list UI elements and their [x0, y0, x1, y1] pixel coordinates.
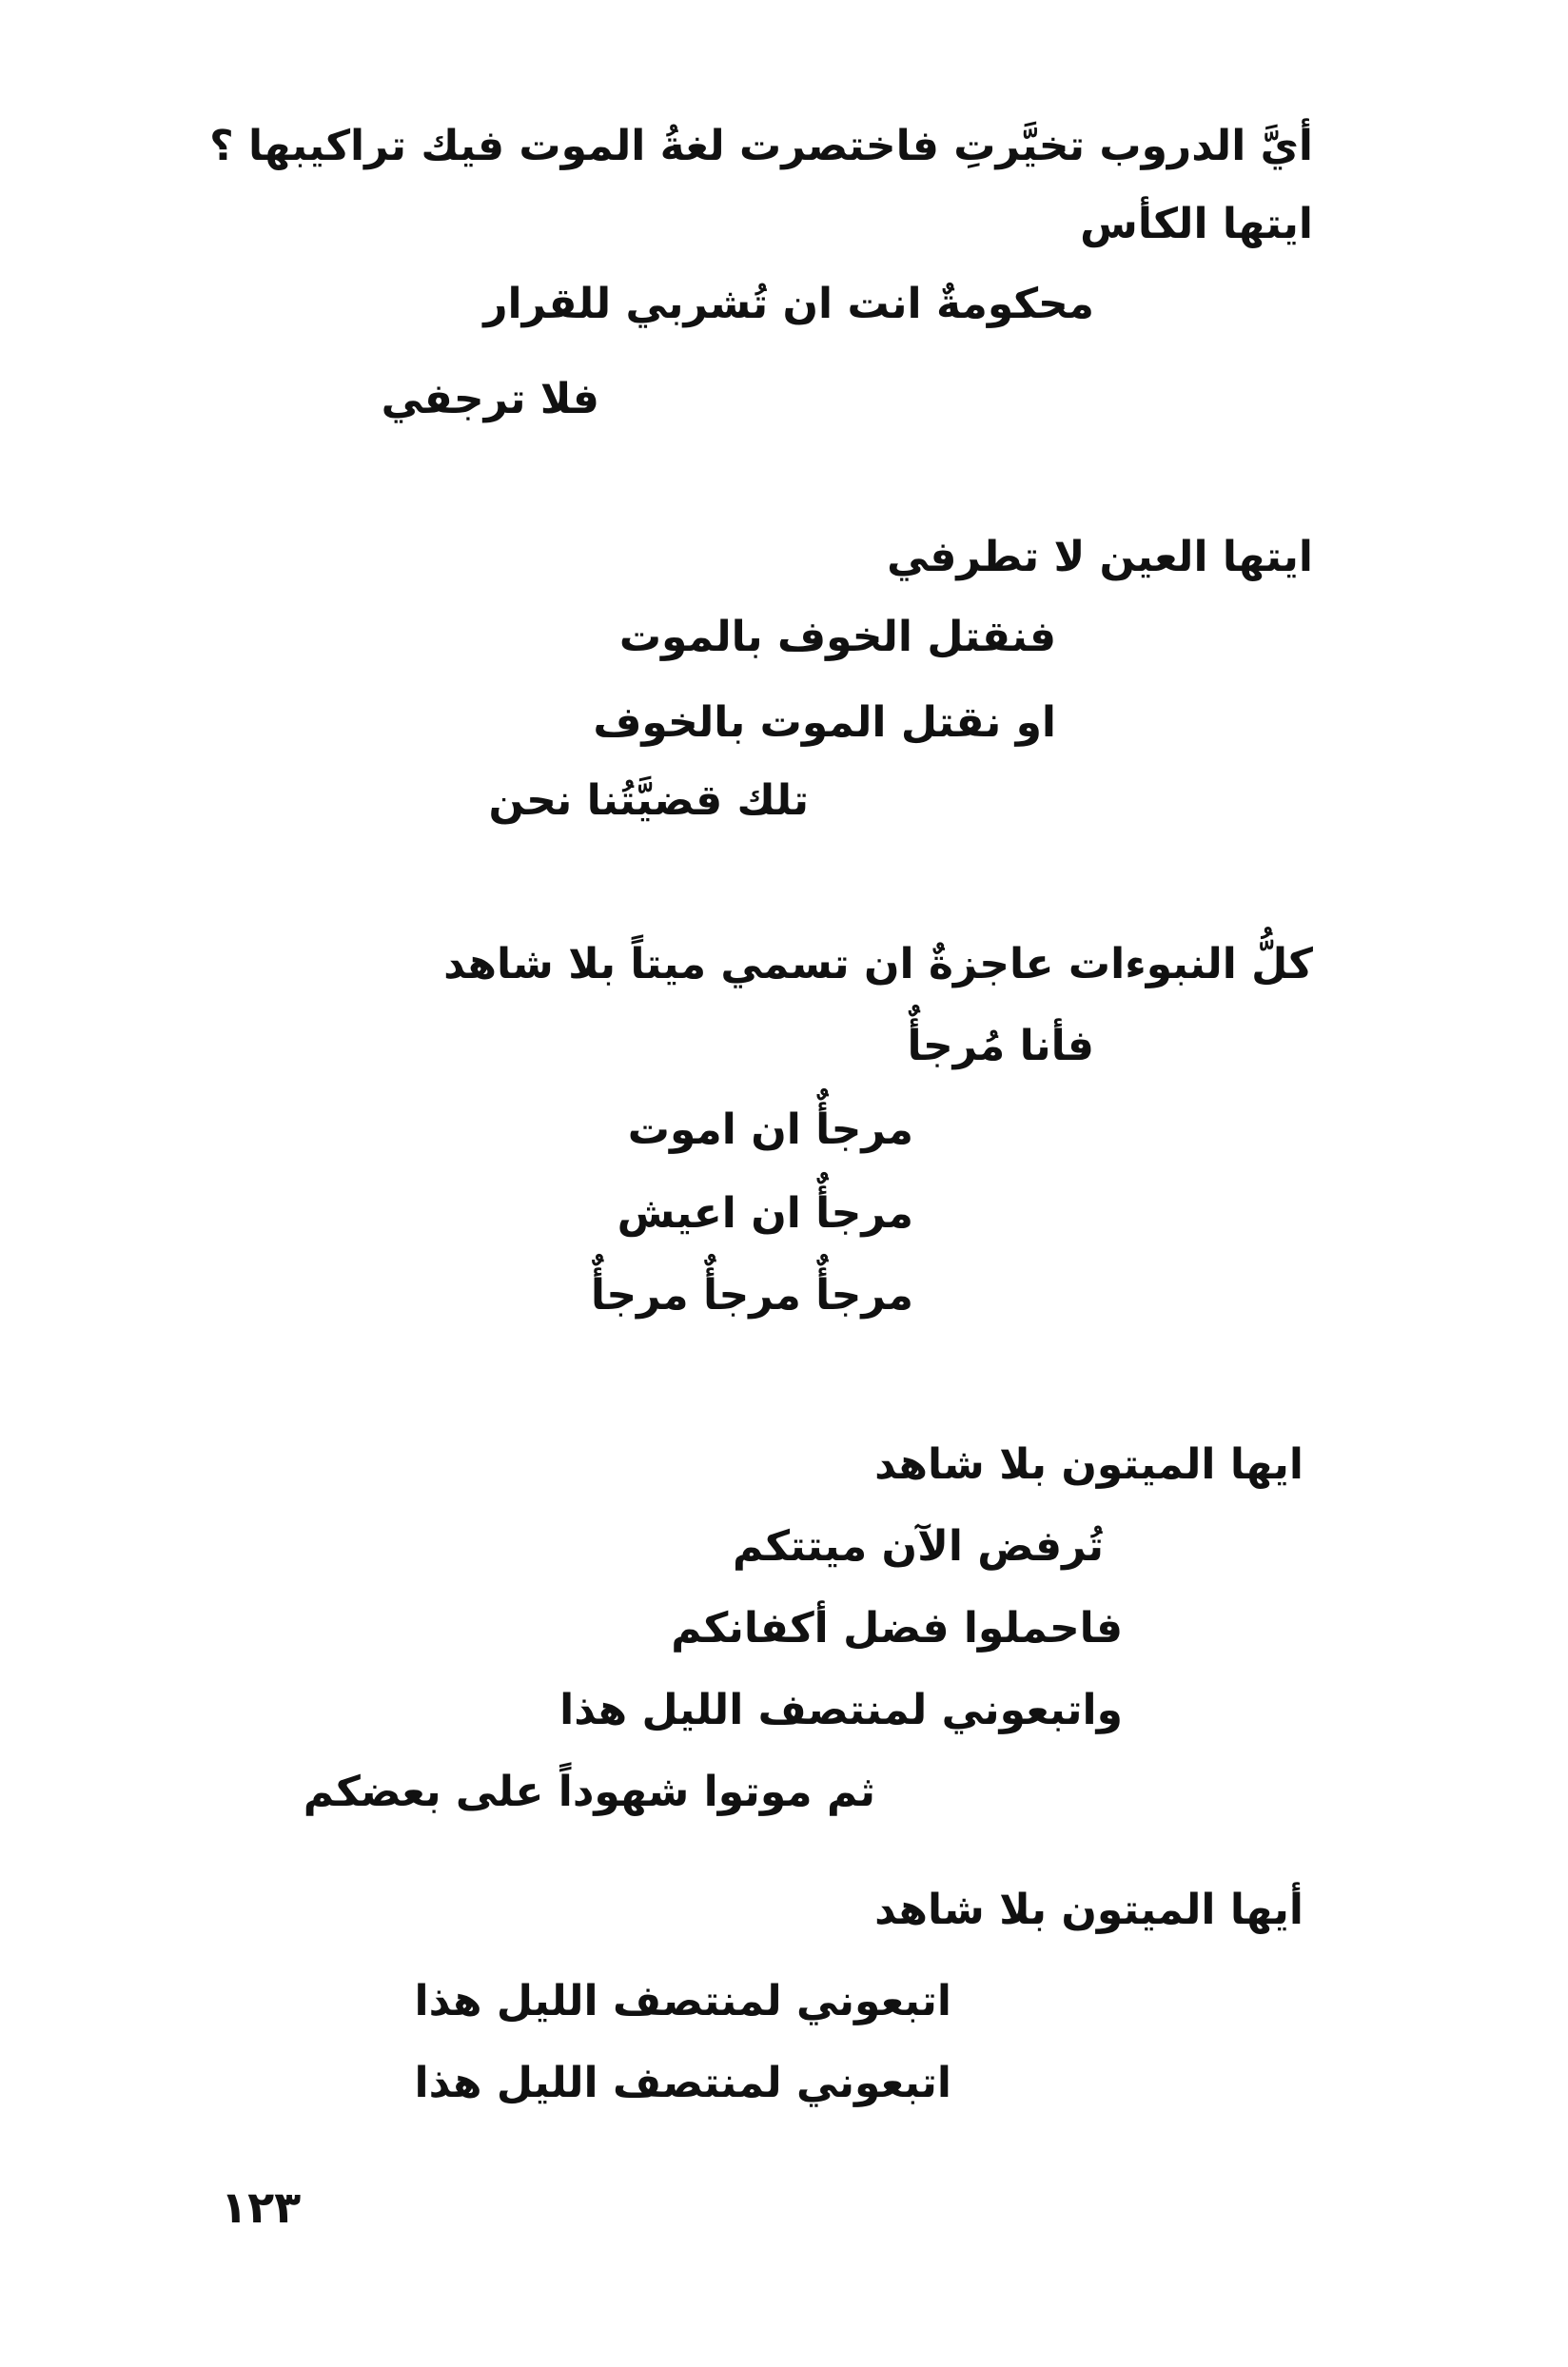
poem-line-14: ايها الميتون بلا شاهد [874, 1440, 1303, 1489]
poem-line-13: مرجأٌ مرجأٌ مرجأٌ [590, 1271, 913, 1320]
poem-line-21: اتبعوني لمنتصف الليل هذا [414, 2059, 951, 2107]
poem-line-15: تُرفض الآن ميتتكم [733, 1522, 1104, 1571]
poem-line-9: كلُّ النبوءات عاجزةٌ ان تسمي ميتاً بلا شاهد [443, 940, 1313, 988]
poem-line-1: أيَّ الدروب تخيَّرتِ فاختصرت لغةُ الموت فيك تراكيبها ؟ [209, 122, 1313, 170]
page-number: ١٢٣ [221, 2181, 302, 2233]
poem-line-7: او نقتل الموت بالخوف [593, 698, 1056, 747]
poem-line-10: فأنا مُرجأٌ [907, 1022, 1094, 1070]
poem-line-5: ايتها العين لا تطرفي [887, 533, 1313, 581]
poem-line-12: مرجأٌ ان اعيش [617, 1189, 913, 1238]
poem-line-16: فاحملوا فضل أكفانكم [671, 1604, 1123, 1653]
poem-line-11: مرجأٌ ان اموت [627, 1105, 913, 1154]
poem-line-4: فلا ترجفي [381, 375, 599, 423]
poem-line-17: واتبعوني لمنتصف الليل هذا [559, 1686, 1123, 1734]
poem-line-8: تلك قضيَّتُنا نحن [488, 776, 809, 825]
poem-line-3: محكومةٌ انت ان تُشربي للقرار [483, 280, 1094, 328]
poem-line-19: أيها الميتون بلا شاهد [874, 1886, 1303, 1934]
poem-line-18: ثم موتوا شهوداً على بعضكم [303, 1768, 875, 1816]
poem-line-20: اتبعوني لمنتصف الليل هذا [414, 1977, 951, 2025]
poem-line-2: ايتها الكأس [1080, 200, 1313, 248]
poem-line-6: فنقتل الخوف بالموت [618, 613, 1056, 661]
